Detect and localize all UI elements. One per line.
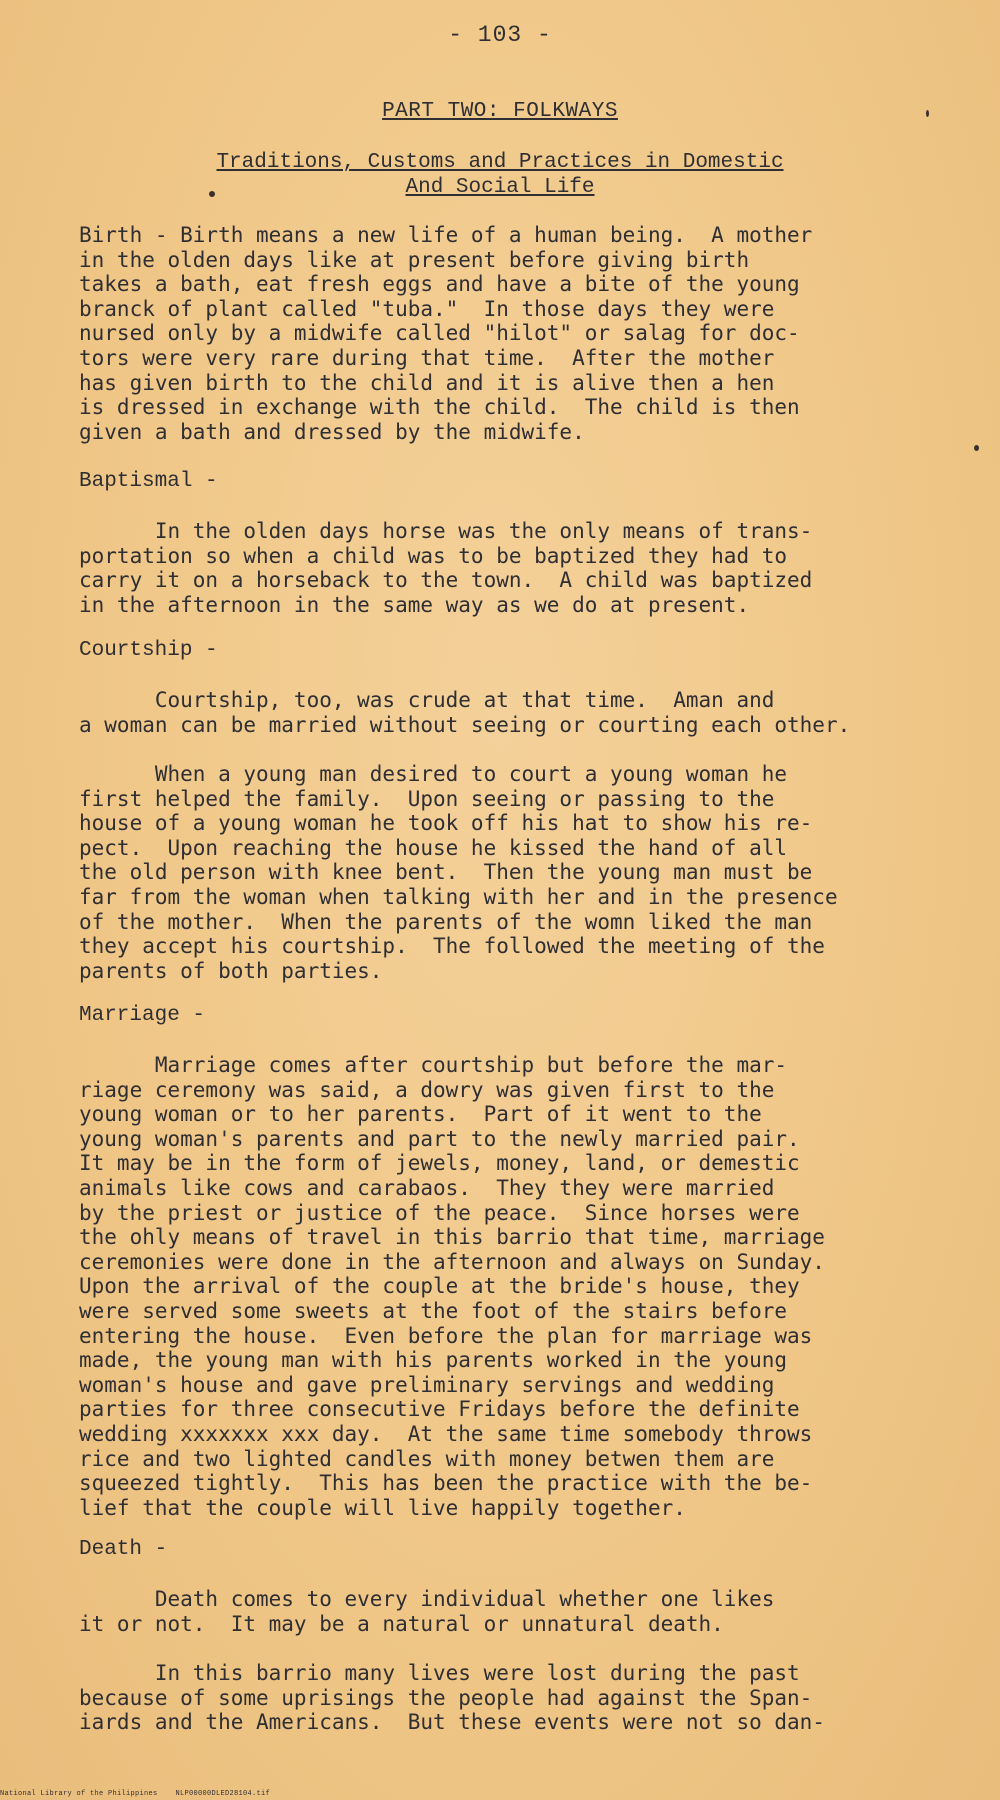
part-title: PART TWO: FOLKWAYS bbox=[382, 100, 618, 123]
marriage-heading: Marriage - bbox=[79, 1004, 206, 1027]
baptismal-paragraph: In the olden days horse was the only means of trans- portation so when a child was to be baptized they had to carry it on a horseback to the town. A child was baptized in the afternoon in the same way as we do at present. bbox=[79, 519, 813, 617]
courtship-paragraph-2: When a young man desired to court a young woman he first helped the family. Upon seeing or passing to the house of a young woman he took off his hat to show his re- pect. Upon reaching the house he kissed the hand of all the old person with knee bent. Then the young man must be far from the woman when talking with her and in the presence of the mother. When the parents of the womn liked the man they accept his courtship. The followed the meeting of the parents of both parties. bbox=[79, 762, 838, 983]
ink-dot-mark bbox=[209, 191, 215, 197]
ink-dot-mark bbox=[974, 445, 979, 451]
birth-paragraph: Birth - Birth means a new life of a human being. A mother in the olden days like at present before giving birth takes a bath, eat fresh eggs and have a bite of the young branck of plant called "tuba." In those days they were nursed only by a midwife called "hilot" or salag for doc- tors were very rare during that time. After the mother has given birth to the child and it is alive then a hen is dressed in exchange with the child. The child is then given a bath and dressed by the midwife. bbox=[79, 223, 813, 444]
courtship-paragraph-1: Courtship, too, was crude at that time. Aman and a woman can be married without seeing or courting each other. bbox=[79, 688, 851, 737]
baptismal-heading: Baptismal - bbox=[79, 470, 218, 493]
marriage-paragraph: Marriage comes after courtship but before the mar- riage ceremony was said, a dowry was given first to the young woman or to her parents. Part of it went to the young woman's parents and part to the newly married pair. It may be in the form of jewels, money, land, or demestic animals like cows and carabaos. They they were married by the priest or justice of the peace. Since horses were the ohly means of travel in this barrio that time, marriage ceremonies were done in the afternoon and always on Sunday. Upon the arrival of the couple at the bride's house, they were served some sweets at the foot of the stairs before entering the house. Even before the plan for marriage was made, the young man with his parents worked in the young woman's house and gave preliminary servings and wedding parties for three consecutive Fridays before the definite wedding xxxxxxx xxx day. At the same time somebody throws rice and two lighted candles with money betwen them are squeezed tightly. This has been the practice with the be- lief that the couple will live happily together. bbox=[79, 1053, 825, 1520]
page-number: - 103 - bbox=[448, 22, 552, 48]
death-paragraph-1: Death comes to every individual whether one likes it or not. It may be a natural or unnatural death. bbox=[79, 1587, 775, 1636]
death-heading: Death - bbox=[79, 1538, 168, 1561]
courtship-heading: Courtship - bbox=[79, 639, 218, 662]
ink-dot-mark bbox=[926, 110, 929, 117]
death-paragraph-2: In this barrio many lives were lost during the past because of some uprisings the people had against the Span- iards and the Americans. But these events were not so dan- bbox=[79, 1661, 825, 1735]
subtitle-line-1: Traditions, Customs and Practices in Domestic bbox=[216, 151, 784, 174]
subtitle-line-2: And Social Life bbox=[405, 176, 595, 199]
archive-footer: National Library of the Philippines NLP00000DLED28104.tif bbox=[0, 1790, 271, 1798]
section-subtitle bbox=[0, 150, 1000, 200]
